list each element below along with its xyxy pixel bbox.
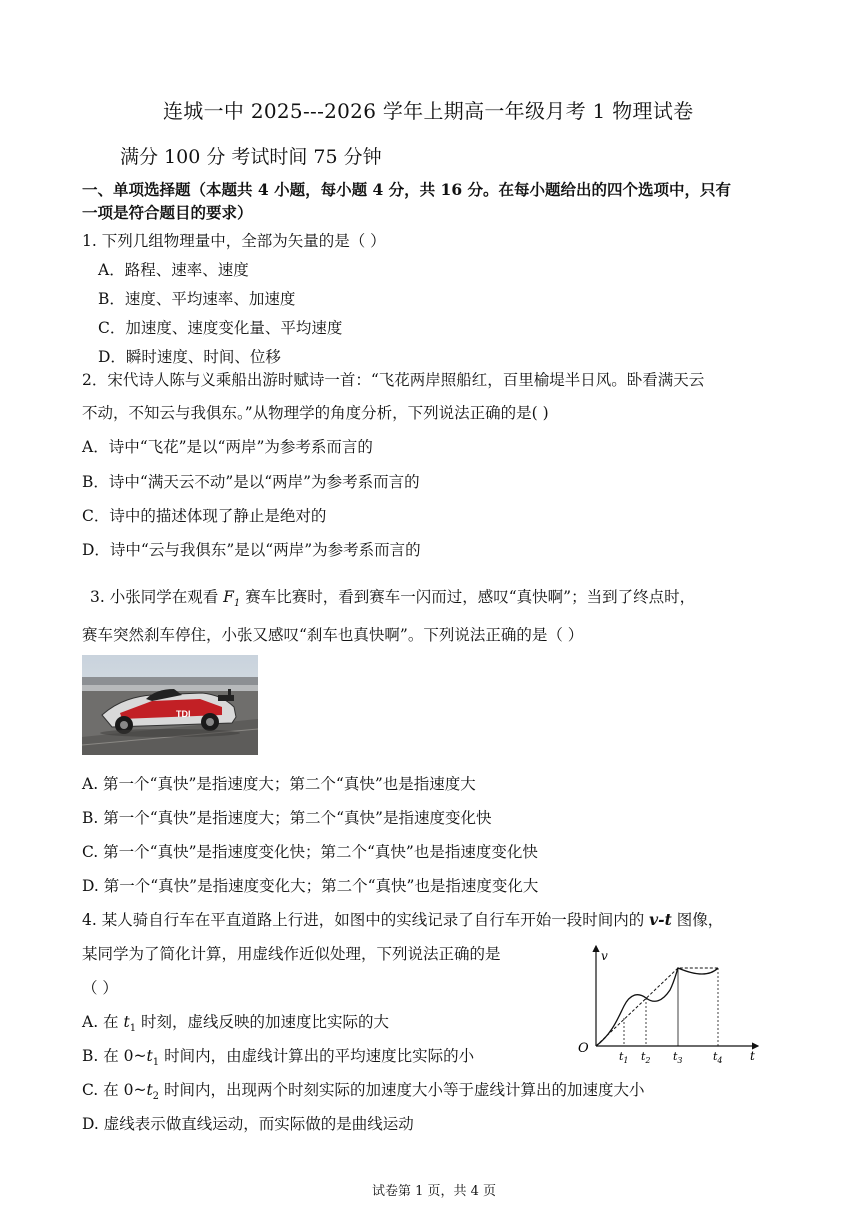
q3-stem-text-a: 3. 小张同学在观看 xyxy=(90,588,224,606)
q4-option-a-text: A. 在 xyxy=(82,1013,124,1031)
actual-vt-curve xyxy=(596,968,718,1046)
vt-graph xyxy=(572,938,768,1064)
section-heading: 一、单项选择题（本题共 4 小题，每小题 4 分，共 16 分。在每小题给出的四个选项中，只有 xyxy=(82,180,732,199)
page-title: 连城一中 2025---2026 学年上期高一年级月考 1 物理试卷 xyxy=(163,99,694,123)
q2-option-a: A．诗中“飞花”是以“两岸”为参考系而言的 xyxy=(82,438,373,456)
q4-option-c-text: C. 在 0~ xyxy=(82,1081,147,1099)
q1-option-a: A．路程、速率、速度 xyxy=(98,261,249,279)
q3-f1-symbol xyxy=(223,588,241,610)
q1-stem: 1. 下列几组物理量中，全部为矢量的是（ ） xyxy=(82,232,386,250)
q4-option-c-text-b: 时间内，出现两个时刻实际的加速度大小等于虚线计算出的加速度大小 xyxy=(159,1081,645,1099)
q3-stem-text-b: 赛车比赛时，看到赛车一闪而过，感叹“真快啊”；当到了终点时， xyxy=(240,588,696,606)
q2-stem-line1: 2．宋代诗人陈与义乘船出游时赋诗一首：“飞花两岸照船红，百里榆堤半日风。卧看满天云 xyxy=(82,371,705,389)
q1-option-c: C．加速度、速度变化量、平均速度 xyxy=(98,319,343,337)
q3-f1-letter: F xyxy=(223,588,234,606)
q2-option-c: C．诗中的描述体现了静止是绝对的 xyxy=(82,507,327,525)
q4-option-c-sub: 2 xyxy=(152,1091,160,1103)
v-axis-label: v xyxy=(601,949,608,963)
q4-vt-symbol: v-t xyxy=(649,910,672,929)
car-decal-text: TDI xyxy=(176,709,191,719)
q4-option-a xyxy=(82,1010,389,1034)
q4-option-b-text: B. 在 0~ xyxy=(82,1047,147,1065)
q4-option-b-t: t xyxy=(146,1047,153,1065)
t2-label: $t_2$ xyxy=(641,1050,651,1064)
q4-stem-line2: 某同学为了简化计算，用虚线作近似处理，下列说法正确的是 xyxy=(82,945,501,963)
q2-stem-line2: 不动，不知云与我俱东。”从物理学的角度分析，下列说法正确的是( ) xyxy=(82,404,549,422)
q3-f1-subscript: 1 xyxy=(233,598,241,610)
q3-stem-line1 xyxy=(90,585,695,609)
t4-label: $t_4$ xyxy=(713,1050,723,1064)
approx-dashed-line xyxy=(596,968,718,1046)
q1-option-b: B．速度、平均速率、加速度 xyxy=(98,290,296,308)
q2-option-d: D．诗中“云与我俱东”是以“两岸”为参考系而言的 xyxy=(82,541,421,559)
section-heading-cont: 一项是符合题目的要求） xyxy=(82,203,253,222)
q4-option-a-t: t xyxy=(123,1013,130,1031)
q3-option-d: D. 第一个“真快”是指速度变化大；第二个“真快”也是指速度变化大 xyxy=(82,877,539,895)
t-axis-label: t xyxy=(750,1049,755,1063)
q4-option-b-text-b: 时间内，由虚线计算出的平均速度比实际的小 xyxy=(159,1047,475,1065)
q4-option-c xyxy=(82,1078,644,1102)
race-car-photo xyxy=(82,655,258,755)
page-subtitle: 满分 100 分 考试时间 75 分钟 xyxy=(120,146,382,168)
q3-option-a: A. 第一个“真快”是指速度大；第二个“真快”也是指速度大 xyxy=(82,775,476,793)
t3-label: $t_3$ xyxy=(673,1050,683,1064)
q4-stem-text-b: 图像， xyxy=(671,911,724,929)
q3-option-b: B. 第一个“真快”是指速度大；第二个“真快”是指速度变化快 xyxy=(82,809,492,827)
q4-option-b xyxy=(82,1044,474,1068)
origin-label: O xyxy=(578,1041,589,1056)
q4-stem-line1 xyxy=(82,908,723,930)
q4-option-a-sub: 1 xyxy=(129,1023,137,1035)
q3-option-c: C. 第一个“真快”是指速度变化快；第二个“真快”也是指速度变化快 xyxy=(82,843,538,861)
q1-option-d: D．瞬时速度、时间、位移 xyxy=(98,348,281,366)
q4-stem-text-a: 4. 某人骑自行车在平直道路上行进，如图中的实线记录了自行车开始一段时间内的 xyxy=(82,911,650,929)
q4-option-b-sub: 1 xyxy=(152,1057,160,1069)
q2-option-b: B．诗中“满天云不动”是以“两岸”为参考系而言的 xyxy=(82,473,420,491)
q4-option-c-t: t xyxy=(146,1081,153,1099)
q4-answer-paren: （ ） xyxy=(82,979,118,997)
q4-option-d: D. 虚线表示做直线运动，而实际做的是曲线运动 xyxy=(82,1115,414,1133)
t1-label: $t_1$ xyxy=(619,1050,629,1064)
q4-option-a-text-b: 时刻，虚线反映的加速度比实际的大 xyxy=(136,1013,390,1031)
page-footer: 试卷第 1 页，共 4 页 xyxy=(371,1184,497,1199)
q3-stem-line2: 赛车突然刹车停住，小张又感叹“刹车也真快啊”。下列说法正确的是（ ） xyxy=(82,626,584,644)
